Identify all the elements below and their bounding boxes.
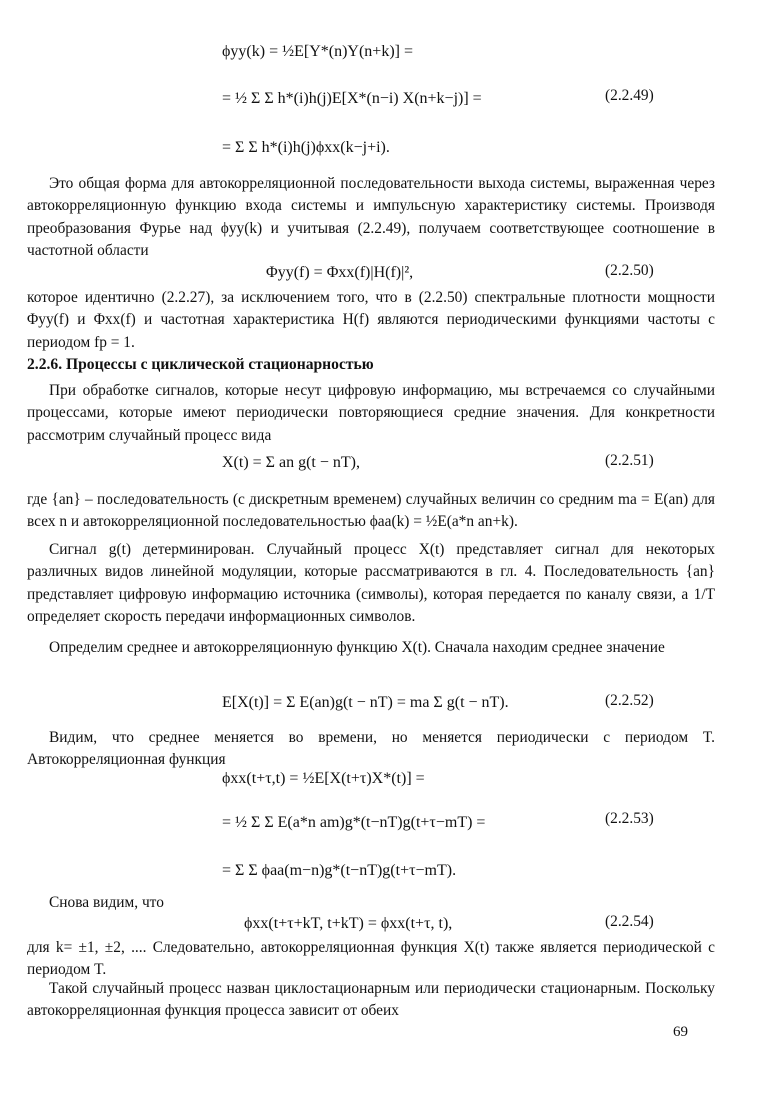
- paragraph-1: [27, 173, 715, 262]
- eq-2-2-53-line1: ϕxx(t+τ,t) = ½E[X(t+τ)X*(t)] =: [222, 770, 425, 787]
- paragraph-3: [27, 380, 715, 447]
- paragraph-2-text: которое идентично (2.2.27), за исключением того, что в (2.2.50) спектральные плотности мощности Φyy(f) и Φxx(f) и частотная характеристика H(f) являются периодическими функциями частоты с периодом fp = 1.: [27, 289, 715, 351]
- paragraph-7: [27, 727, 715, 772]
- paragraph-9: [27, 937, 715, 982]
- paragraph-4: [27, 489, 715, 534]
- paragraph-8-text: Снова видим, что: [49, 894, 164, 911]
- paragraph-8: [27, 892, 715, 914]
- paragraph-2: [27, 287, 715, 354]
- paragraph-1-text: Это общая форма для автокорреляционной последовательности выхода системы, выраженная через автокорреляционную функцию входа системы и импульсную характеристику системы. Производя преобразования Фурье над ϕyy(k) и учитывая (2.2.49), получаем соответствующее соотношение в частотной области: [27, 175, 715, 259]
- eq-2-2-49-line2: = ½ Σ Σ h*(i)h(j)E[X*(n−i) X(n+k−j)] =: [222, 90, 482, 107]
- eq-2-2-52: E[X(t)] = Σ E(an)g(t − nT) = ma Σ g(t − nT).: [222, 694, 509, 711]
- paragraph-10-text: Такой случайный процесс назван циклостационарным или периодически стационарным. Поскольку автокорреляционная функция процесса зависит от обеих: [27, 980, 715, 1020]
- paragraph-7-text: Видим, что среднее меняется во времени, но меняется периодически с периодом T. Автокорреляционная функция: [27, 729, 715, 769]
- eq-2-2-53-line2: = ½ Σ Σ E(a*n am)g*(t−nT)g(t+τ−mT) =: [222, 814, 486, 831]
- eq-number-2-2-53: (2.2.53): [605, 810, 654, 827]
- paragraph-10: [27, 978, 715, 1023]
- eq-2-2-51: X(t) = Σ an g(t − nT),: [222, 454, 360, 471]
- eq-number-2-2-52: (2.2.52): [605, 692, 654, 709]
- eq-number-2-2-49: (2.2.49): [605, 87, 654, 104]
- eq-2-2-50: Φyy(f) = Φxx(f)|H(f)|²,: [266, 264, 414, 281]
- page-number: 69: [673, 1024, 688, 1040]
- paragraph-4-text: где {an} – последовательность (с дискретным временем) случайных величин со средним ma = E(an) для всех n и автокорреляционной последовательностью ϕaa(k) = ½E(a*n an+k).: [27, 491, 715, 531]
- paragraph-5: [27, 539, 715, 628]
- section-heading: 2.2.6. Процессы с циклической стационарностью: [27, 356, 374, 373]
- paragraph-9-text: для k= ±1, ±2, .... Следовательно, автокорреляционная функция X(t) также является периодической с периодом T.: [27, 939, 715, 979]
- paragraph-6-text: Определим среднее и автокорреляционную функцию X(t). Сначала находим среднее значение: [49, 639, 665, 656]
- paragraph-6: [27, 637, 715, 659]
- paragraph-3-text: При обработке сигналов, которые несут цифровую информацию, мы встречаемся со случайными процессами, которые имеют периодически повторяющиеся средние значения. Для конкретности рассмотрим случайный процесс вида: [27, 382, 715, 444]
- eq-2-2-53-line3: = Σ Σ ϕaa(m−n)g*(t−nT)g(t+τ−mT).: [222, 862, 457, 879]
- eq-2-2-49-line1: ϕyy(k) = ½E[Y*(n)Y(n+k)] =: [222, 43, 413, 60]
- eq-number-2-2-54: (2.2.54): [605, 913, 654, 930]
- eq-number-2-2-51: (2.2.51): [605, 452, 654, 469]
- eq-number-2-2-50: (2.2.50): [605, 262, 654, 279]
- eq-2-2-54: ϕxx(t+τ+kT, t+kT) = ϕxx(t+τ, t),: [244, 915, 453, 932]
- paragraph-5-text: Сигнал g(t) детерминирован. Случайный процесс X(t) представляет сигнал для некоторых различных видов линейной модуляции, которые рассматриваются в гл. 4. Последовательность {an} представляет цифровую информацию источника (символы), которая передается по каналу связи, а 1/T определяет скорость передачи информационных символов.: [27, 541, 715, 625]
- eq-2-2-49-line3: = Σ Σ h*(i)h(j)ϕxx(k−j+i).: [222, 139, 390, 156]
